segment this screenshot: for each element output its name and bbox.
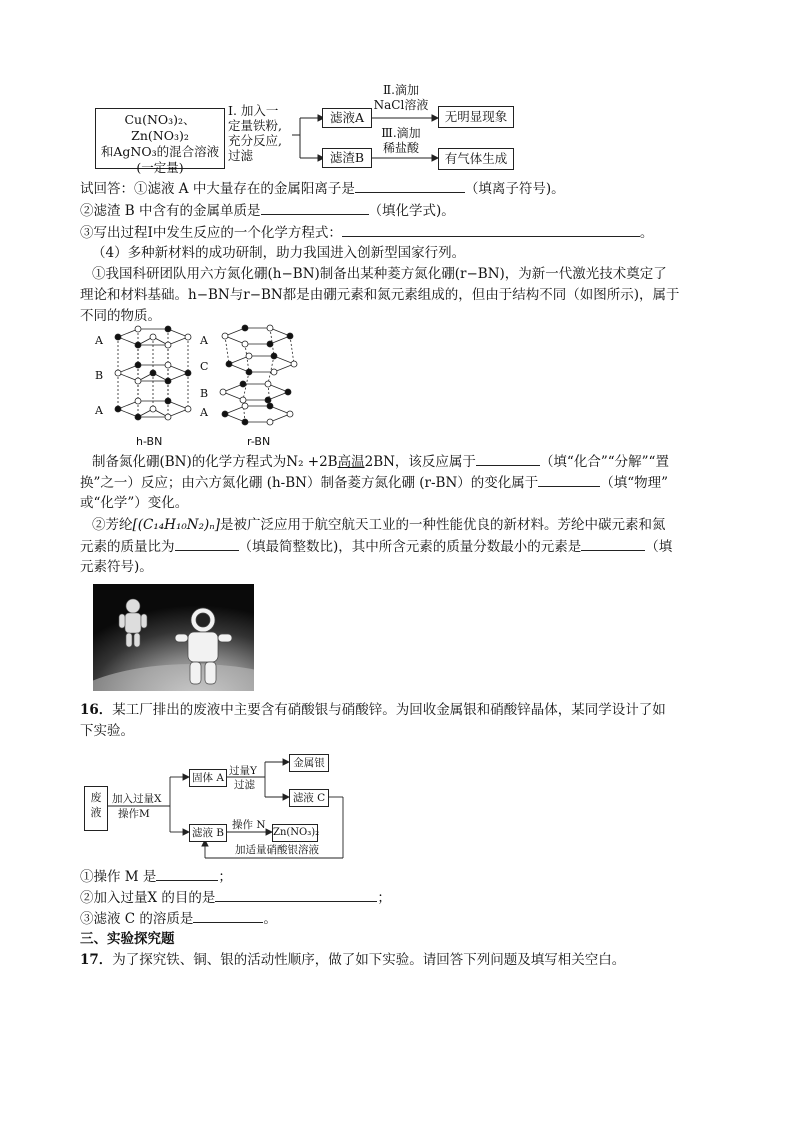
q15-p3-line2: [80, 536, 672, 557]
q17-line1: [80, 950, 625, 970]
q16-answer3: [80, 908, 277, 929]
operation-m-label: 操作M: [118, 808, 150, 820]
aramid-label: ②芳纶: [92, 517, 133, 533]
mixed-solution-line2: 和AgNO₃的混合溶液: [100, 144, 220, 159]
excess-y-label: 过量Y: [229, 765, 257, 777]
step2-line2: NaCl溶液: [373, 98, 429, 112]
q16-number: 16．: [80, 702, 113, 718]
q16-answer2-label: ②加入过量X 的目的是: [80, 890, 216, 906]
mixed-solution-line1: Cu(NO₃)₂、Zn(NO₃)₂: [124, 112, 196, 143]
mixed-solution-line3: (一定量): [136, 160, 184, 175]
q15-p2-line2-end: （填“物理”: [600, 475, 669, 491]
q15-line1-suffix: （填离子符号)。: [464, 181, 565, 197]
hbn-caption: h-BN: [136, 435, 163, 448]
blank-solute-c[interactable]: [193, 908, 263, 923]
q16-answer1-end: ；: [218, 869, 232, 885]
result-no-change-box: 无明显现象: [438, 106, 514, 128]
step1-line2: 定量铁粉,: [228, 118, 282, 133]
q15-p2-line3: 或“化学”）变化。: [80, 495, 189, 511]
operation-n-label: 操作 N: [232, 819, 266, 831]
bn-equation-left: 制备氮化硼(BN)的化学方程式为N₂ +2B: [92, 454, 338, 470]
add-excess-x-label: 加入过量X: [112, 793, 162, 805]
step2-label: [370, 83, 432, 113]
waste-char2: 液: [90, 806, 102, 819]
mixed-solution-box: [95, 108, 225, 175]
hbn-structure-diagram: [110, 325, 200, 430]
q15-p3-line1-text: 是被广泛应用于航空航天工业的一种性能优良的新材料。芳纶中碳元素和氮: [220, 517, 666, 533]
q15-p2-line1-end: （填“化合”“分解”“置: [539, 454, 669, 470]
blank-element[interactable]: [581, 536, 645, 551]
blank-change-type[interactable]: [538, 472, 600, 487]
q15-line2: [80, 200, 455, 221]
q15-p3-line2-end: （填: [645, 539, 673, 555]
blank-purpose-x[interactable]: [215, 887, 377, 902]
q15-p3-line2-start: 元素的质量比为: [80, 539, 175, 555]
bn-equation-condition: 高温: [337, 454, 365, 470]
q15-part4: （4）多种新材料的成功研制，助力我国进入创新型国家行列。: [92, 245, 466, 261]
waste-liquid-box: [84, 786, 108, 831]
q15-p1-line2: 理论和材料基础。h−BN与r−BN都是由硼元素和氮元素组成的，但由于结构不同（如图所示)，属于: [80, 287, 680, 303]
filtrate-a-box: 滤液A: [322, 108, 372, 128]
metal-silver-box: 金属银: [289, 754, 329, 772]
filtrate-c-box: 滤液 C: [289, 789, 329, 807]
rbn-layer-b: B: [200, 387, 209, 400]
q15-line2-prefix: ②滤渣 B 中含有的金属单质是: [80, 203, 261, 219]
zinc-nitrate-box: Zn(NO₃)₂: [272, 824, 318, 842]
q15-line1-prefix: 试回答：①滤液 A 中大量存在的金属阳离子是: [80, 181, 355, 197]
q16-answer3-label: ③滤液 C 的溶质是: [80, 911, 194, 927]
q15-p1-line3: 不同的物质。: [80, 308, 161, 324]
q15-line3-suffix: 。: [639, 225, 654, 241]
rbn-structure-diagram: [215, 322, 305, 427]
blank-metals[interactable]: [261, 200, 369, 215]
rbn-layer-a-top: A: [200, 334, 208, 347]
blank-equation[interactable]: [342, 222, 640, 237]
q15-line3: [80, 222, 653, 243]
blank-ions[interactable]: [355, 178, 465, 193]
q15-p3-line3: 元素符号)。: [80, 559, 153, 575]
q15-line2-suffix: （填化学式)。: [368, 203, 455, 219]
filter-label: 过滤: [234, 779, 255, 791]
q16-answer2-end: ；: [377, 890, 391, 906]
filtrate-b-box: 滤液 B: [189, 824, 227, 842]
add-silver-nitrate-label: 加适量硝酸银溶液: [235, 844, 319, 856]
q15-line1: [80, 178, 565, 199]
q15-p3-line1: [92, 515, 666, 535]
rbn-caption: r-BN: [247, 435, 271, 448]
blank-operation-m[interactable]: [156, 866, 218, 881]
blank-reaction-type[interactable]: [476, 451, 540, 466]
astronaut-photo: [93, 584, 254, 691]
step3-line1: Ⅲ.滴加: [381, 126, 421, 140]
aramid-formula: [(C₁₄H₁₀N₂)ₙ]: [132, 517, 221, 533]
q16-answer1: [80, 866, 232, 887]
q16-text: 某工厂排出的废液中主要含有硝酸银与硝酸锌。为回收金属银和硝酸锌晶体，某同学设计了如: [112, 702, 666, 718]
q16-line2: 下实验。: [80, 723, 134, 739]
q16-answer1-label: ①操作 M 是: [80, 869, 157, 885]
step1-line4: 过滤: [228, 148, 254, 163]
waste-char1: 废: [90, 791, 102, 804]
q15-p3-line2-mid: （填最简整数比)，其中所含元素的质量分数最小的元素是: [238, 539, 582, 555]
q16-answer3-end: 。: [263, 911, 277, 927]
step3-line2: 稀盐酸: [382, 141, 419, 155]
q16-line1: [80, 700, 666, 720]
residue-b-box: 滤渣B: [322, 148, 372, 168]
bn-equation-right: 2BN，该反应属于: [364, 454, 476, 470]
hbn-layer-a-top: A: [95, 334, 103, 347]
step3-label: [370, 126, 432, 156]
hbn-layer-b: B: [95, 369, 104, 382]
rbn-layer-a-bottom: A: [200, 406, 208, 419]
q17-number: 17．: [80, 952, 113, 968]
result-gas-box: 有气体生成: [438, 148, 514, 170]
blank-mass-ratio[interactable]: [175, 536, 239, 551]
step1-line1: Ⅰ. 加入一: [228, 103, 279, 118]
solid-a-box: 固体 A: [189, 769, 227, 787]
rbn-layer-c: C: [200, 360, 209, 373]
q16-answer2: [80, 887, 391, 908]
step2-line1: Ⅱ.滴加: [383, 83, 419, 97]
q15-p1-line1: ①我国科研团队用六方氮化硼(h−BN)制备出某种菱方氮化硼(r−BN)，为新一代激光技术奠定了: [92, 266, 667, 282]
section-heading-experiments: 三、实验探究题: [80, 931, 175, 947]
step1-line3: 充分反应,: [228, 133, 282, 148]
hbn-layer-a-bottom: A: [95, 404, 103, 417]
step1-label: [228, 103, 282, 163]
q15-p2-line2: [80, 472, 668, 493]
q15-p2-line1: [92, 451, 669, 472]
q17-text: 为了探究铁、铜、银的活动性顺序，做了如下实验。请回答下列问题及填写相关空白。: [112, 952, 626, 968]
q15-p2-line2-text: 换”之一）反应；由六方氮化硼 (h-BN）制备菱方氮化硼 (r-BN）的变化属于: [80, 475, 539, 491]
q15-line3-prefix: ③写出过程Ⅰ中发生反应的一个化学方程式：: [80, 225, 342, 241]
